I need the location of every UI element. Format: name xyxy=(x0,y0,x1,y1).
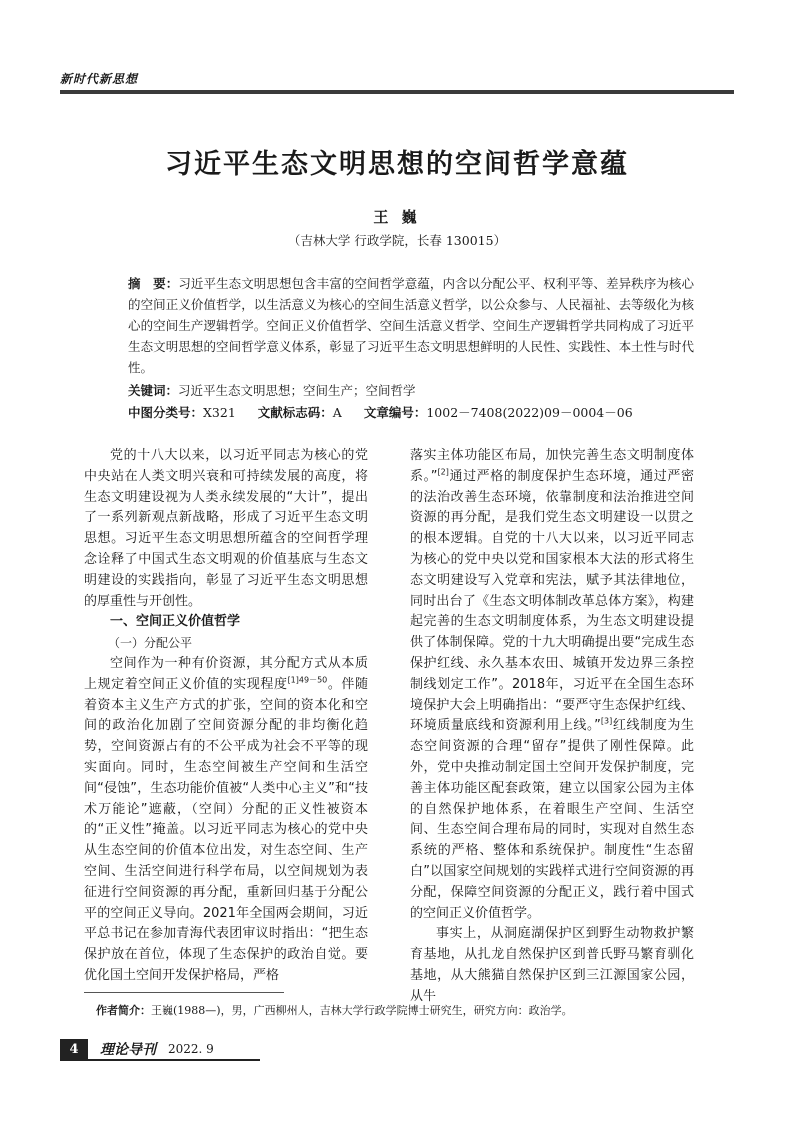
body-paragraph xyxy=(410,446,694,924)
body-paragraph xyxy=(84,654,368,987)
article-title: 习近平生态文明思想的空间哲学意蕴 xyxy=(165,149,629,180)
footer-rule xyxy=(60,1059,260,1061)
clc-code xyxy=(128,402,236,423)
article-value: 1002－7408(2022)09－0004－06 xyxy=(426,405,633,420)
keywords-label: 关键词： xyxy=(128,383,179,398)
citation: [3] xyxy=(600,717,613,727)
section-heading-1: 一、空间正义价值哲学 xyxy=(110,614,241,630)
author-footnote xyxy=(96,1002,716,1018)
footnote-text: 王巍(1988—)，男，广西柳州人，吉林大学行政学院博士研究生，研究方向：政治学。 xyxy=(151,1004,573,1017)
body-text: 红线制度为生态空间资源的合理“留存”提供了刚性保障。此外，党中央推动制定国土空间开发保护制度，完善主体功能区配套政策，建立以国家公园为主体的自然保护地体系，在着眼生产空间、生活空间、生态空间合理布局的同时，实现对自然生态系统的严格、整体和系统保护。制度性“生态留白”以国家空间规划的实践样式进行空间资源的再分配，保障空间资源的分配正义，践行着中国式的空间正义价值哲学。 xyxy=(410,718,694,921)
running-head: 新时代新思想 xyxy=(60,72,139,86)
body-text: 。伴随着资本主义生产方式的扩张，空间的资本化和空间的政治化加剧了空间资源分配的非均衡化趋势，空间资源占有的不公平成为社会不平等的现实面向。同时，生态空间被生产空间和生活空间“侵蚀”，生态功能价值被“人类中心主义”和“技术万能论”遮蔽，（空间）分配的正义性被资本的“正义性”掩盖。以习近平同志为核心的党中央从生态空间的价值本位出发，对生态空间、生产空间、生活空间进行科学布局，以空间规划为表征进行空间资源的再分配，重新回归基于分配公平的空间正义导向。2021年全国两会期间，习近平总书记在参加青海代表团审议时指出：“把生态保护放在首位，体现了生态保护的政治自觉。要优化国土空间开发保护格局，严格 xyxy=(84,676,368,983)
footnote-label: 作者简介： xyxy=(96,1004,151,1017)
classification-line xyxy=(128,402,694,423)
issue-date: 2022. 9 xyxy=(168,1042,214,1056)
citation: [2] xyxy=(437,467,449,477)
body-text: 空间作为一种有价资源，其分配方式从本质上规定着空间正义价值的实现程度 xyxy=(84,655,368,692)
article-number xyxy=(364,402,633,423)
journal-name: 理论导刊 xyxy=(100,1042,156,1058)
footnote-rule xyxy=(84,992,284,993)
left-column xyxy=(84,446,368,987)
article-label: 文章编号： xyxy=(363,405,427,420)
abstract-text: 习近平生态文明思想包含丰富的空间哲学意蕴，内含以分配公平、权利平等、差异秩序为核心的空间正义价值哲学，以生活意义为核心的空间生活意义哲学，以公众参与、人民福祉、去等级化为核心的空间生产逻辑哲学。空间正义价值哲学、空间生活意义哲学、空间生产逻辑哲学共同构成了习近平生态文明思想的空间哲学意义体系，彰显了习近平生态文明思想鲜明的人民性、实践性、本土性与时代性。 xyxy=(128,276,694,375)
clc-value: X321 xyxy=(203,405,236,420)
subsection-heading-1-1: （一）分配公平 xyxy=(108,636,193,651)
keywords-text: 习近平生态文明思想；空间生产；空间哲学 xyxy=(178,383,416,398)
body-text: 通过严格的制度保护生态环境，通过严密的法治改善生态环境，依靠制度和法治推进空间资源的再分配，是我们党生态文明建设一以贯之的根本逻辑。自党的十八大以来，以习近平同志为核心的党中央以党和国家根本大法的形式将生态文明建设写入党章和宪法，赋予其法律地位，同时出台了《生态文明体制改革总体方案》，构建起完善的生态文明制度体系，为生态文明建设提供了体制保障。党的十九大明确提出要“完成生态保护红线、永久基本农田、城镇开发边界三条控制线划定工作”。2018年，习近平在全国生态环境保护大会上明确指出：“要严守生态保护红线、环境质量底线和资源利用上线。” xyxy=(410,468,694,734)
intro-paragraph: 党的十八大以来，以习近平同志为核心的党中央站在人类文明兴衰和可持续发展的高度，将生态文明建设视为人类永续发展的“大计”，提出了一系列新观点新战略，形成了习近平生态文明思想。习近平生态文明思想所蕴含的空间哲学理念诠释了中国式生态文明观的价值基底与生态文明建设的实践指向，彰显了习近平生态文明思想的厚重性与开创性。 xyxy=(84,448,368,609)
doc-value: A xyxy=(332,405,342,420)
abstract-label: 摘 要： xyxy=(128,276,179,291)
keywords xyxy=(128,380,694,401)
header-rule xyxy=(60,90,734,94)
doc-label: 文献标志码： xyxy=(257,405,333,420)
doc-code xyxy=(258,402,342,423)
page-number: 4 xyxy=(60,1039,88,1059)
citation: [1]49－50 xyxy=(287,675,328,685)
body-paragraph: 事实上，从洞庭湖保护区到野生动物救护繁育基地，从扎龙自然保护区到普氏野马繁育驯化基地，从大熊猫自然保护区到三江源国家公园，从牛 xyxy=(410,926,694,1004)
body-text: 落实主体功能区布局，加快完善生态文明制度体系。” xyxy=(410,448,694,484)
author: 王 巍 xyxy=(373,208,421,226)
page-folio xyxy=(60,1039,214,1059)
right-column xyxy=(410,446,694,1008)
affiliation: （吉林大学 行政学院，长春 130015） xyxy=(287,233,507,248)
clc-label: 中图分类号： xyxy=(128,405,204,420)
abstract xyxy=(128,273,694,378)
